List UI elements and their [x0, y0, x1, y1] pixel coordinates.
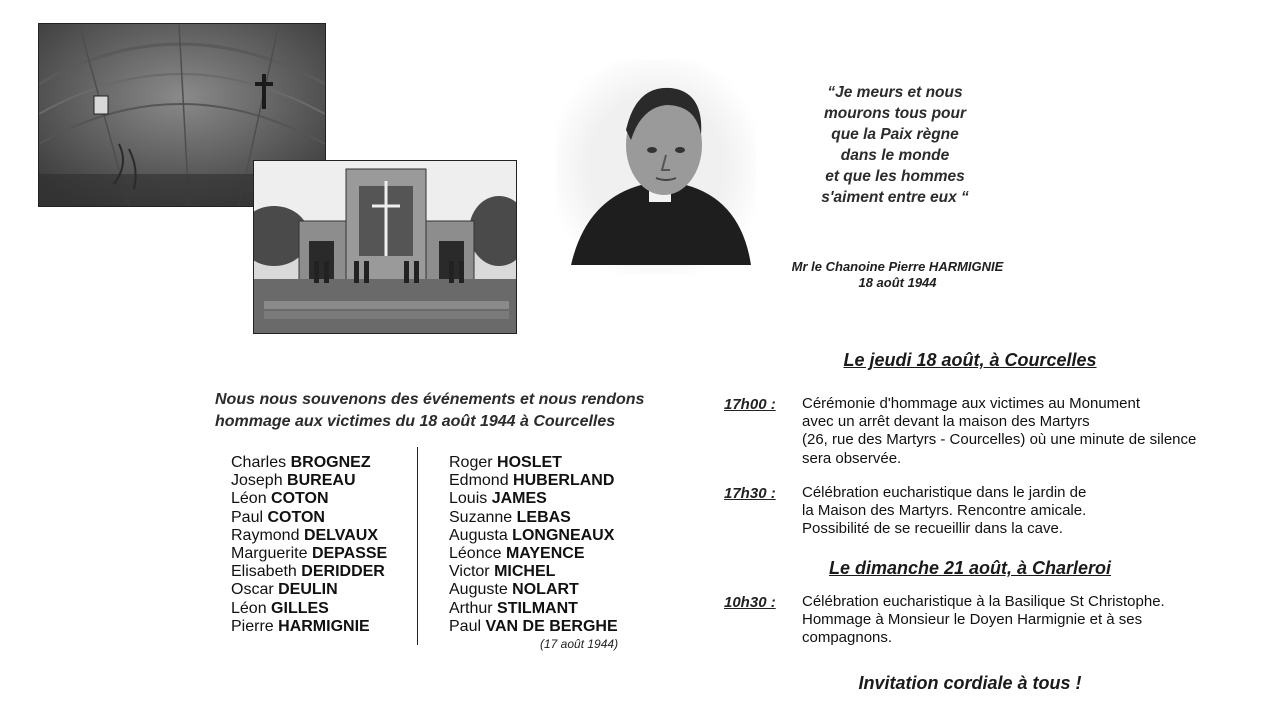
quote-line: mourons tous pour: [823, 105, 967, 122]
closing-invitation: Invitation cordiale à tous !: [858, 673, 1082, 693]
date-note: (17 août 1944): [540, 637, 619, 651]
day1-heading: Le jeudi 18 août, à Courcelles: [843, 350, 1097, 370]
intro-text: [215, 389, 685, 433]
victim-name: Pierre HARMIGNIE: [231, 617, 370, 635]
quote: [780, 82, 1010, 208]
intro-line: hommage aux victimes du 18 août 1944 à Courcelles: [215, 413, 616, 430]
event-time: 17h00 :: [724, 396, 776, 413]
event-line: sera observée.: [802, 449, 902, 467]
quote-line: que la Paix règne: [831, 126, 959, 143]
victim-name: Suzanne LEBAS: [449, 508, 571, 526]
event-line: Célébration eucharistique à la Basilique St Christophe.: [802, 593, 1165, 610]
quote-line: dans le monde: [840, 147, 950, 164]
victim-name: Arthur STILMANT: [449, 599, 578, 617]
event-line: Cérémonie d'hommage aux victimes au Monument: [802, 395, 1141, 412]
victim-name: Léon GILLES: [231, 599, 329, 617]
event-description: [802, 593, 1165, 648]
signature-name: Mr le Chanoine Pierre HARMIGNIE: [791, 259, 1004, 274]
event-line: avec un arrêt devant la maison des Martyrs: [802, 413, 1090, 431]
day2-heading: Le dimanche 21 août, à Charleroi: [828, 558, 1112, 578]
victim-name: Augusta LONGNEAUX: [449, 526, 615, 544]
victims-column-2: [449, 454, 618, 636]
victim-name: Victor MICHEL: [449, 563, 556, 581]
monument-photo: [253, 160, 517, 334]
event-time: 17h30 :: [724, 485, 776, 502]
event-description: [802, 395, 1196, 468]
event-line: Hommage à Monsieur le Doyen Harmignie et à ses: [802, 611, 1143, 629]
intro-line: Nous nous souvenons des événements et nous rendons: [215, 391, 645, 408]
quote-line: s'aiment entre eux “: [821, 189, 969, 206]
victim-name: Paul COTON: [231, 508, 325, 526]
victim-name: Raymond DELVAUX: [231, 526, 379, 544]
event-line: compagnons.: [802, 629, 893, 647]
victim-name: Roger HOSLET: [449, 454, 562, 471]
victim-name: Léonce MAYENCE: [449, 545, 585, 563]
victim-name: Léon COTON: [231, 490, 329, 508]
victim-name: Edmond HUBERLAND: [449, 472, 615, 490]
signature-date: 18 août 1944: [858, 275, 937, 290]
event-line: Possibilité de se recueillir dans la cave.: [802, 520, 1063, 538]
victim-name: Charles BROGNEZ: [231, 454, 371, 471]
victims-column-1: [231, 454, 387, 636]
victim-name: Joseph BUREAU: [231, 472, 356, 490]
quote-line: et que les hommes: [825, 168, 965, 185]
event-line: Célébration eucharistique dans le jardin de: [802, 484, 1087, 501]
column-divider: [417, 447, 418, 645]
victim-name: Elisabeth DERIDDER: [231, 563, 385, 581]
victim-name: Auguste NOLART: [449, 581, 579, 599]
victim-name: Marguerite DEPASSE: [231, 545, 388, 563]
quote-line: “Je meurs et nous: [827, 84, 963, 101]
victim-name: Oscar DEULIN: [231, 581, 338, 599]
victim-name: Louis JAMES: [449, 490, 547, 508]
portrait-photo: [556, 60, 756, 275]
event-line: la Maison des Martyrs. Rencontre amicale.: [802, 502, 1087, 520]
signature: [760, 259, 1035, 291]
event-description: [802, 484, 1086, 539]
victim-name: Paul VAN DE BERGHE: [449, 617, 618, 635]
event-line: (26, rue des Martyrs - Courcelles) où une minute de silence: [802, 431, 1197, 449]
event-time: 10h30 :: [724, 594, 776, 611]
